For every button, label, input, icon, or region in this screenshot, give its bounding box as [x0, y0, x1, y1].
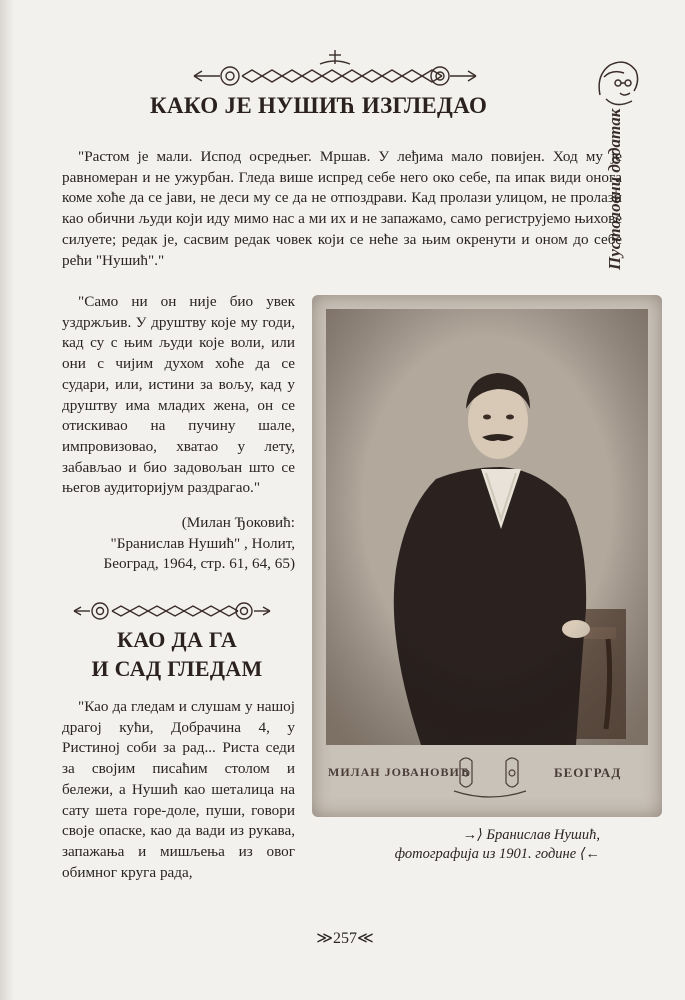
citation-line-3: Београд, 1964, стр. 61, 64, 65) — [103, 555, 295, 573]
quote-paragraph-2: "Само ни он није био увек уздржљив. У друштву које му годи, кад су с њим људи које воли, или они с чијим духом хоће да се судари, или, истини за вољу, кад у друштву има младих жена, он се отискивао на пучину шале, импровизовао, хватао у лету, забављао и био задовољан што се његов аудиторијум раздрагао." — [62, 293, 295, 497]
page-number: ≫257≪ — [316, 930, 374, 947]
side-section-label: Пустоловни додатак — [605, 108, 624, 270]
section-heading-how-nusic-looked: КАКО ЈЕ НУШИЋ ИЗГЛЕДАО — [150, 93, 488, 118]
top-ornament — [190, 48, 480, 90]
quote-paragraph-3: "Као да гледам и слушам у нашој драгој кући, Добрачина 4, у Ристиној соби за рад... Риста седи за својим писаћим столом и бележи, а Нушић као шеталица на сату шета горе-доле, пуши, говори своје опаске, као да вади из рукава, запажања и мишљења из овог обимног круга рада, — [62, 698, 295, 881]
caption-arrow-right-icon: ⟨← — [576, 846, 600, 862]
caption-arrow-left-icon: →⟩ — [462, 827, 487, 843]
citation — [62, 513, 295, 575]
portrait-figure — [326, 309, 648, 745]
section-heading-as-if-i-see-him — [62, 625, 292, 683]
portrait-photograph — [312, 295, 662, 817]
studio-name: МИЛАН ЈОВАНОВИЋ — [328, 765, 471, 779]
citation-line-1: (Милан Ђоковић: — [181, 514, 295, 531]
caption-line-1: →⟩ Бранислав Нушић, — [462, 827, 600, 843]
studio-city: БЕОГРАД — [554, 765, 622, 780]
heading-line-2: И САД ГЛЕДАМ — [91, 656, 263, 681]
page-gutter-shadow — [0, 0, 14, 1000]
heading-line-1: КАО ДА ГА — [116, 627, 238, 652]
folio-ornament-right-icon: ≪ — [357, 930, 374, 947]
photo-image-area — [326, 309, 648, 745]
photo-caption — [360, 826, 600, 864]
royal-crest-icon — [440, 751, 540, 805]
section-divider-ornament — [72, 598, 272, 624]
quote-paragraph-1: "Растом је мали. Испод осредњег. Мршав. У леђима мало повијен. Ход му је равномеран и не ужурбан. Гледа више испред себе него око себе, па ипак види онога коме хоће да се јави, не деси му се да не отпоздрави. Кад пролази улицом, не пролази као обични људи који иду мимо нас а ми их и не запажамо, само региструјемо њихове силуете; редак је, сасвим редак човек који се неће за њим окренути и оном до себе рећи "Нушић"." — [62, 148, 622, 269]
citation-line-2: "Бранислав Нушић" , Нолит, — [110, 534, 295, 552]
folio-ornament-left-icon: ≫ — [316, 930, 333, 947]
photo-studio-mount — [322, 747, 652, 809]
caption-line-2: фотографија из 1901. године ⟨← — [394, 846, 600, 862]
